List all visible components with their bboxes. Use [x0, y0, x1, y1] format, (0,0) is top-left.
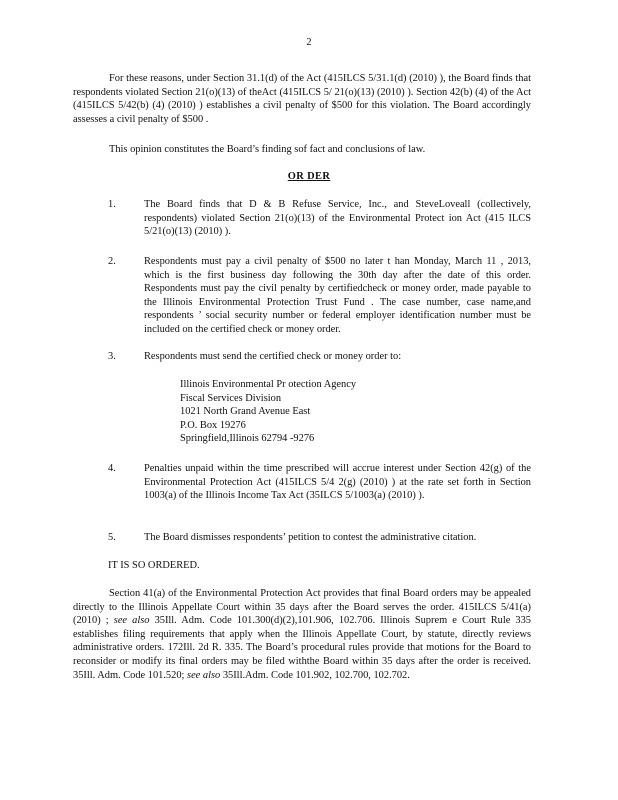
address-line: Fiscal Services Division	[180, 392, 282, 404]
appeal-text-3: 35Ill.Adm. Code 101.902, 102.700, 102.702.	[222, 669, 410, 681]
item-text: Respondents must send the certified check or money order to:	[144, 351, 402, 362]
so-ordered-line: IT IS SO ORDERED.	[108, 560, 200, 571]
appeal-paragraph	[73, 587, 531, 682]
order-item-1	[108, 198, 531, 239]
item-number: 5.	[108, 532, 116, 543]
item-text: The Board dismisses respondents’ petition to contest the administrative citation.	[144, 532, 477, 543]
item-number: 1.	[108, 199, 116, 210]
order-item-5	[108, 531, 531, 545]
reasons-paragraph: For these reasons, under Section 31.1(d) of the Act (415ILCS 5/31.1(d) (2010) ), the Board finds that respondents violated Section 21(o)(13) of theAct (415ILCS 5/ 21(o)(13) (2010) ). Section 42(b) (4) of the Act (415ILCS 5/42(b) (4) (2010) ) establishes a civil penalty of $500 for this violation. The Board accordingly assesses a civil penalty of $500 .	[73, 73, 531, 125]
address-line: P.O. Box 19276	[180, 419, 246, 431]
mailing-address	[180, 378, 356, 446]
appeal-text-1: Section 41(a) of the Environmental Protection Act provides that final Board orders may be appealed directly to the Illinois Appellate Court within 35 days after the Board serves the order. 415ILCS 5/41(a) (2010) ;	[73, 588, 531, 627]
page-number: 2	[306, 37, 312, 48]
address-line: 1021 North Grand Avenue East	[180, 406, 311, 418]
order-item-2	[108, 255, 531, 337]
address-line: Springfield,Illinois 62794 -9276	[180, 433, 315, 445]
item-text: Respondents must pay a civil penalty of $500 no later t han Monday, March 11 , 2013, which is the first business day following the 30th day after the date of this order. Respondents must pay the civil penalty by certifiedcheck or money order, made payable to the Illinois Environmental Protection Trust Fund . The case number, case name,and respondents ’ social security number or federal employer identification number must be included on the certified check or money order.	[144, 256, 531, 335]
item-text: Penalties unpaid within the time prescribed will accrue interest under Section 42(g) of the Environmental Protection Act (415ILCS 5/4 2(g) (2010) ) at the rate set forth in Section 1003(a) of the Illinois Income Tax Act (35ILCS 5/1003(a) (2010) ).	[144, 463, 531, 502]
appeal-text-2: 35Ill. Adm. Code 101.300(d)(2),101.906, 102.706. Illinois Suprem e Court Rule 335 establishes filing requirements that apply when the Illinois Appellate Court, by statute, directly reviews administrative orders. 172Ill. 2d R. 335. The Board’s procedural rules provide that motions for the Board to reconsider or modify its final orders may be filed withthe Board within 35 days after the order is received. 35Ill. Adm. Code 101.520;	[73, 615, 531, 681]
see-also-signal: see also	[113, 615, 150, 627]
order-item-4	[108, 462, 531, 503]
order-item-3	[108, 350, 531, 364]
item-number: 3.	[108, 351, 116, 362]
see-also-signal: see also	[187, 669, 221, 681]
opinion-paragraph: This opinion constitutes the Board’s finding sof fact and conclusions of law.	[109, 144, 426, 155]
item-text: The Board finds that D & B Refuse Service, Inc., and SteveLoveall (collectively, respondents) violated Section 21(o)(13) of the Environmental Protect ion Act (415 ILCS 5/21(o)(13) (2010) ).	[144, 199, 531, 238]
address-line: Illinois Environmental Pr otection Agency	[180, 379, 357, 390]
item-number: 4.	[108, 463, 116, 474]
item-number: 2.	[108, 256, 116, 267]
order-heading: OR DER	[287, 171, 331, 182]
